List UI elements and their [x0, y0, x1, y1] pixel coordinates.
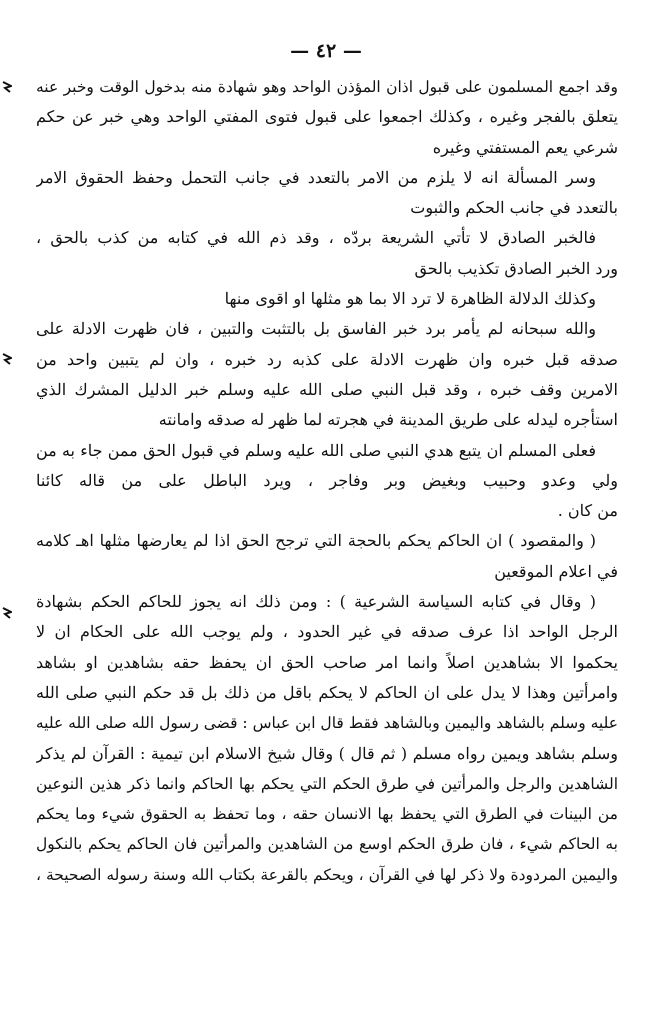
text-line: وكذلك الدلالة الظاهرة لا ترد الا بما هو مثلها او اقوى منها — [224, 289, 596, 309]
text-line: يحكموا الا بشاهدين اصلاً وانما امر صاحب الحق ان يحفظ حقه بشاهدين او بشاهد — [36, 652, 618, 672]
text-line: استأجره ليدله على طريق المدينة في هجرته لما ظهر له صدقه وامانته — [158, 410, 618, 430]
text-line: الامرين وقف خبره ، وقد قبل النبي صلى الله عليه وسلم خبر الدليل المشرك الذي — [36, 379, 618, 399]
margin-mark — [2, 352, 12, 366]
text-line: بالتعدد في جانب الحكم والثبوت — [410, 198, 618, 218]
text-line: به الحاكم شيء ، فان طرق الحكم اوسع من الشاهدين والمرأتين فان الحاكم يحكم بالنكول — [36, 835, 618, 854]
text-line: والله سبحانه لم يأمر برد خبر الفاسق بل بالتثبت والتبين ، فان ظهرت الادلة على — [36, 319, 596, 339]
text-line: الشاهدين والرجل والمرأتين في طرق الحكم التي يحكم بها الحاكم وانما ذكر هذين النوعين — [36, 774, 618, 793]
text-line: وسر المسألة انه لا يلزم من الامر بالتعدد في جانب التحمل وحفظ الحقوق الامر — [36, 167, 596, 187]
text-line: وقد اجمع المسلمون على قبول اذان المؤذن الواحد وهو شهادة منه بدخول الوقت وخبر عنه — [36, 78, 618, 96]
text-line: فعلى المسلم ان يتبع هدي النبي صلى الله عليه وسلم في قبول الحق ممن جاء به من — [36, 440, 596, 460]
text-line: ( والمقصود ) ان الحاكم يحكم بالحجة التي ترجح الحق اذا لم يعارضها مثلها اهـ كلامه — [36, 531, 596, 551]
text-line: من كان . — [557, 501, 618, 521]
text-line: شرعي يعم المستفتي وغيره — [432, 137, 618, 157]
text-line: واليمين المردودة ولا ذكر لها في القرآن ، ويحكم بالقرعة بكتاب الله وسنة رسوله الصحيحة ، — [36, 865, 618, 884]
margin-mark — [2, 606, 12, 620]
text-line: صدقه قبل خبره وان ظهرت الادلة على كذبه رد خبره ، وان لم يتبين واحد من — [36, 349, 618, 369]
text-line: يتعلق بالفجر وغيره ، وكذلك اجمعوا على قبول فتوى المفتي الواحد وهي خبر عن حكم — [36, 107, 618, 127]
text-line: من البينات في الطرق التي يحفظ بها الانسان حقه ، وما تحفظ به الحقوق شيء وما يحكم — [36, 805, 618, 824]
text-line: فالخبر الصادق لا تأتي الشريعة بردّه ، وقد ذم الله في كتابه من كذب بالحق ، — [36, 228, 596, 248]
text-line: الرجل الواحد اذا عرف صدقه في غير الحدود ، ولم يوجب الله على الحكام ان لا — [36, 622, 618, 642]
text-line: عليه وسلم بالشاهد واليمين وبالشاهد فقط قال ابن عباس : قضى رسول الله صلى الله عليه — [36, 714, 618, 733]
text-line: وسلم بشاهد ويمين رواه مسلم ( ثم قال ) وقال شيخ الاسلام ابن تيمية : القرآن لم يذكر — [36, 743, 618, 763]
page-number: — ٤٢ — — [290, 40, 362, 62]
text-line: وامرأتين وهذا لا يدل على ان الحاكم لا يحكم باقل من ذلك بل قد حكم النبي صلى الله — [36, 682, 618, 702]
text-line: ولي وعدو وحبيب وبغيض وبر وفاجر ، ويرد الباطل على من قاله كائنا — [36, 470, 618, 490]
text-line: في اعلام الموقعين — [494, 561, 618, 581]
body-text — [36, 72, 618, 890]
text-line: ورد الخبر الصادق تكذيب بالحق — [414, 258, 618, 278]
margin-mark — [2, 80, 12, 94]
text-line: ( وقال في كتابه السياسة الشرعية ) : ومن ذلك انه يجوز للحاكم الحكم بشهادة — [36, 592, 596, 612]
